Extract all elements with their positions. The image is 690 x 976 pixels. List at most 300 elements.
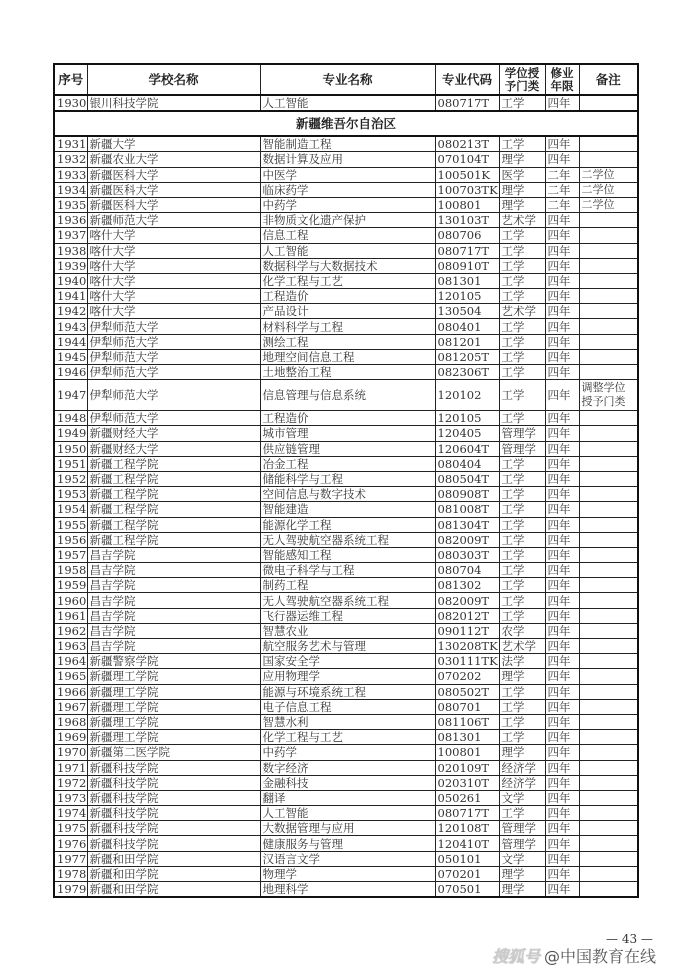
cell-school: 伊犁师范大学 [87, 411, 260, 426]
cell-note [579, 578, 638, 593]
cell-school: 新疆和田学院 [87, 851, 260, 866]
cell-degree: 工学 [499, 563, 545, 578]
cell-note [579, 836, 638, 851]
cell-seq: 1936 [54, 213, 87, 228]
cell-degree: 艺术学 [499, 639, 545, 654]
cell-note [579, 608, 638, 623]
cell-school: 昌吉学院 [87, 593, 260, 608]
cell-note: 二学位 [579, 167, 638, 182]
cell-major: 智慧水利 [260, 714, 435, 729]
cell-degree: 工学 [499, 487, 545, 502]
cell-major: 储能科学与工程 [260, 471, 435, 486]
cell-degree: 工学 [499, 95, 545, 111]
cell-degree: 工学 [499, 471, 545, 486]
table-row [54, 349, 638, 364]
cell-school: 新疆医科大学 [87, 182, 260, 197]
cell-major: 地理科学 [260, 882, 435, 898]
table-row [54, 654, 638, 669]
cell-note: 调整学位授予门类 [579, 380, 638, 411]
cell-note [579, 593, 638, 608]
table-row [54, 365, 638, 380]
cell-degree: 理学 [499, 866, 545, 881]
table-row [54, 517, 638, 532]
cell-seq: 1942 [54, 304, 87, 319]
table-row [54, 593, 638, 608]
cell-degree: 文学 [499, 851, 545, 866]
watermark-brand-logo: 搜狐号 [492, 947, 541, 966]
cell-school: 银川科技学院 [87, 95, 260, 111]
cell-note [579, 213, 638, 228]
cell-school: 昌吉学院 [87, 639, 260, 654]
cell-school: 喀什大学 [87, 289, 260, 304]
cell-years: 四年 [545, 304, 579, 319]
cell-code: 070501 [435, 882, 499, 898]
header-study-years [545, 64, 579, 95]
cell-school: 新疆第二医学院 [87, 745, 260, 760]
header-note: 备注 [579, 64, 638, 95]
cell-years: 四年 [545, 851, 579, 866]
page-number: — 43 — [606, 932, 653, 946]
table-row [54, 851, 638, 866]
cell-school: 新疆理工学院 [87, 669, 260, 684]
cell-note [579, 821, 638, 836]
table-body [54, 95, 638, 897]
cell-note [579, 365, 638, 380]
cell-note [579, 745, 638, 760]
cell-code: 081008T [435, 502, 499, 517]
cell-note [579, 790, 638, 805]
table-row [54, 532, 638, 547]
cell-school: 新疆科技学院 [87, 836, 260, 851]
cell-years: 四年 [545, 563, 579, 578]
cell-code: 120108T [435, 821, 499, 836]
cell-major: 信息工程 [260, 228, 435, 243]
cell-school: 昌吉学院 [87, 578, 260, 593]
table-row [54, 243, 638, 258]
cell-major: 物理学 [260, 866, 435, 881]
watermark-account: @中国教育在线 [544, 947, 657, 966]
cell-seq: 1954 [54, 502, 87, 517]
cell-code: 090112T [435, 623, 499, 638]
cell-major: 电子信息工程 [260, 699, 435, 714]
cell-seq: 1937 [54, 228, 87, 243]
cell-seq: 1932 [54, 152, 87, 167]
cell-code: 120102 [435, 380, 499, 411]
cell-seq: 1950 [54, 441, 87, 456]
cell-school: 新疆工程学院 [87, 532, 260, 547]
header-code: 专业代码 [435, 64, 499, 95]
cell-degree: 管理学 [499, 836, 545, 851]
cell-code: 081301 [435, 730, 499, 745]
cell-years: 四年 [545, 136, 579, 152]
cell-school: 昌吉学院 [87, 608, 260, 623]
header-seq: 序号 [54, 64, 87, 95]
cell-degree: 法学 [499, 654, 545, 669]
table-row [54, 441, 638, 456]
cell-seq: 1939 [54, 258, 87, 273]
cell-years: 四年 [545, 471, 579, 486]
cell-years: 四年 [545, 639, 579, 654]
cell-seq: 1946 [54, 365, 87, 380]
table-row [54, 273, 638, 288]
cell-years: 四年 [545, 258, 579, 273]
cell-seq: 1969 [54, 730, 87, 745]
cell-code: 080504T [435, 471, 499, 486]
cell-years: 四年 [545, 273, 579, 288]
cell-seq: 1955 [54, 517, 87, 532]
cell-seq: 1930 [54, 95, 87, 111]
cell-years: 四年 [545, 790, 579, 805]
cell-years: 四年 [545, 882, 579, 898]
cell-code: 080303T [435, 547, 499, 562]
cell-years: 四年 [545, 228, 579, 243]
cell-seq: 1956 [54, 532, 87, 547]
cell-code: 070201 [435, 866, 499, 881]
header-degree-line1: 学位授 [504, 65, 540, 80]
header-degree-line2: 予门类 [504, 78, 540, 93]
cell-degree: 理学 [499, 182, 545, 197]
cell-major: 大数据管理与应用 [260, 821, 435, 836]
cell-code: 080717T [435, 95, 499, 111]
cell-note [579, 806, 638, 821]
cell-major: 化学工程与工艺 [260, 273, 435, 288]
cell-seq: 1957 [54, 547, 87, 562]
cell-years: 四年 [545, 319, 579, 334]
cell-seq: 1958 [54, 563, 87, 578]
cell-degree: 农学 [499, 623, 545, 638]
cell-school: 新疆大学 [87, 136, 260, 152]
cell-school: 新疆工程学院 [87, 456, 260, 471]
cell-note [579, 136, 638, 152]
cell-code: 080213T [435, 136, 499, 152]
cell-degree: 理学 [499, 882, 545, 898]
cell-note [579, 456, 638, 471]
cell-degree: 工学 [499, 714, 545, 729]
cell-code: 070104T [435, 152, 499, 167]
cell-years: 四年 [545, 669, 579, 684]
cell-degree: 工学 [499, 730, 545, 745]
cell-degree: 工学 [499, 699, 545, 714]
cell-code: 080701 [435, 699, 499, 714]
table-row [54, 258, 638, 273]
cell-major: 国家安全学 [260, 654, 435, 669]
cell-degree: 工学 [499, 334, 545, 349]
cell-code: 081201 [435, 334, 499, 349]
cell-degree: 工学 [499, 228, 545, 243]
cell-note [579, 487, 638, 502]
cell-years: 四年 [545, 411, 579, 426]
table-row [54, 714, 638, 729]
cell-code: 080908T [435, 487, 499, 502]
cell-code: 081304T [435, 517, 499, 532]
table-row [54, 730, 638, 745]
cell-note [579, 775, 638, 790]
cell-note [579, 639, 638, 654]
cell-major: 翻译 [260, 790, 435, 805]
cell-degree: 工学 [499, 349, 545, 364]
cell-school: 喀什大学 [87, 228, 260, 243]
table-row [54, 790, 638, 805]
cell-years: 四年 [545, 334, 579, 349]
cell-major: 无人驾驶航空器系统工程 [260, 532, 435, 547]
cell-years: 四年 [545, 95, 579, 111]
cell-note: 二学位 [579, 197, 638, 212]
cell-school: 伊犁师范大学 [87, 319, 260, 334]
cell-years: 四年 [545, 456, 579, 471]
cell-seq: 1965 [54, 669, 87, 684]
cell-school: 喀什大学 [87, 243, 260, 258]
cell-school: 新疆科技学院 [87, 806, 260, 821]
cell-seq: 1934 [54, 182, 87, 197]
cell-code: 081106T [435, 714, 499, 729]
cell-major: 人工智能 [260, 243, 435, 258]
cell-school: 新疆工程学院 [87, 502, 260, 517]
cell-major: 数据计算及应用 [260, 152, 435, 167]
cell-note [579, 289, 638, 304]
cell-major: 空间信息与数字技术 [260, 487, 435, 502]
cell-major: 飞行器运维工程 [260, 608, 435, 623]
cell-years: 四年 [545, 243, 579, 258]
cell-major: 临床药学 [260, 182, 435, 197]
cell-seq: 1931 [54, 136, 87, 152]
cell-major: 非物质文化遗产保护 [260, 213, 435, 228]
cell-seq: 1974 [54, 806, 87, 821]
cell-school: 伊犁师范大学 [87, 380, 260, 411]
cell-degree: 工学 [499, 411, 545, 426]
cell-school: 新疆理工学院 [87, 714, 260, 729]
cell-school: 新疆医科大学 [87, 197, 260, 212]
cell-degree: 艺术学 [499, 213, 545, 228]
table-row [54, 289, 638, 304]
table-row [54, 882, 638, 898]
cell-code: 050101 [435, 851, 499, 866]
cell-major: 微电子科学与工程 [260, 563, 435, 578]
cell-seq: 1977 [54, 851, 87, 866]
cell-seq: 1951 [54, 456, 87, 471]
cell-code: 020310T [435, 775, 499, 790]
cell-degree: 工学 [499, 243, 545, 258]
cell-code: 080717T [435, 806, 499, 821]
cell-seq: 1943 [54, 319, 87, 334]
cell-major: 城市管理 [260, 426, 435, 441]
cell-school: 喀什大学 [87, 304, 260, 319]
cell-years: 四年 [545, 699, 579, 714]
cell-school: 伊犁师范大学 [87, 365, 260, 380]
cell-note [579, 441, 638, 456]
cell-seq: 1979 [54, 882, 87, 898]
cell-code: 081301 [435, 273, 499, 288]
table-row [54, 319, 638, 334]
cell-note [579, 669, 638, 684]
table-row [54, 213, 638, 228]
cell-seq: 1949 [54, 426, 87, 441]
cell-degree: 工学 [499, 502, 545, 517]
cell-note [579, 851, 638, 866]
cell-seq: 1952 [54, 471, 87, 486]
cell-years: 四年 [545, 654, 579, 669]
cell-major: 无人驾驶航空器系统工程 [260, 593, 435, 608]
cell-major: 产品设计 [260, 304, 435, 319]
table-row [54, 182, 638, 197]
cell-degree: 医学 [499, 167, 545, 182]
header-major: 专业名称 [260, 64, 435, 95]
cell-degree: 工学 [499, 258, 545, 273]
cell-years: 四年 [545, 608, 579, 623]
cell-school: 新疆警察学院 [87, 654, 260, 669]
cell-degree: 经济学 [499, 760, 545, 775]
cell-seq: 1972 [54, 775, 87, 790]
cell-note [579, 623, 638, 638]
cell-years: 四年 [545, 487, 579, 502]
cell-note [579, 319, 638, 334]
cell-note [579, 258, 638, 273]
cell-seq: 1948 [54, 411, 87, 426]
table-row [54, 95, 638, 111]
cell-code: 100801 [435, 745, 499, 760]
cell-school: 新疆和田学院 [87, 866, 260, 881]
cell-major: 地理空间信息工程 [260, 349, 435, 364]
cell-code: 130504 [435, 304, 499, 319]
cell-seq: 1947 [54, 380, 87, 411]
table-row [54, 866, 638, 881]
cell-seq: 1976 [54, 836, 87, 851]
cell-years: 四年 [545, 349, 579, 364]
table-row [54, 745, 638, 760]
cell-seq: 1971 [54, 760, 87, 775]
cell-note [579, 349, 638, 364]
cell-note [579, 882, 638, 898]
cell-major: 材料科学与工程 [260, 319, 435, 334]
cell-code: 120105 [435, 289, 499, 304]
cell-years: 四年 [545, 517, 579, 532]
cell-note [579, 654, 638, 669]
cell-code: 050261 [435, 790, 499, 805]
cell-years: 四年 [545, 213, 579, 228]
cell-seq: 1964 [54, 654, 87, 669]
cell-years: 四年 [545, 441, 579, 456]
table-row [54, 608, 638, 623]
cell-note [579, 152, 638, 167]
cell-years: 四年 [545, 623, 579, 638]
cell-school: 新疆和田学院 [87, 882, 260, 898]
cell-major: 中药学 [260, 745, 435, 760]
cell-seq: 1978 [54, 866, 87, 881]
cell-seq: 1973 [54, 790, 87, 805]
table-row [54, 334, 638, 349]
cell-school: 新疆理工学院 [87, 684, 260, 699]
cell-years: 四年 [545, 547, 579, 562]
table-row [54, 836, 638, 851]
cell-degree: 工学 [499, 456, 545, 471]
cell-seq: 1941 [54, 289, 87, 304]
cell-seq: 1962 [54, 623, 87, 638]
cell-seq: 1933 [54, 167, 87, 182]
cell-code: 120604T [435, 441, 499, 456]
cell-note [579, 273, 638, 288]
cell-major: 智能制造工程 [260, 136, 435, 152]
table-row [54, 197, 638, 212]
cell-note [579, 532, 638, 547]
table-row [54, 639, 638, 654]
cell-major: 数据科学与大数据技术 [260, 258, 435, 273]
table-row [54, 228, 638, 243]
cell-degree: 工学 [499, 273, 545, 288]
cell-degree: 工学 [499, 593, 545, 608]
table-row [54, 699, 638, 714]
cell-major: 工程造价 [260, 289, 435, 304]
cell-school: 新疆科技学院 [87, 821, 260, 836]
cell-major: 数字经济 [260, 760, 435, 775]
cell-major: 能源化学工程 [260, 517, 435, 532]
header-years-line1: 修业 [550, 65, 574, 80]
cell-years: 四年 [545, 289, 579, 304]
cell-years: 四年 [545, 775, 579, 790]
cell-major: 金融科技 [260, 775, 435, 790]
cell-note [579, 760, 638, 775]
cell-years: 四年 [545, 866, 579, 881]
cell-note [579, 699, 638, 714]
section-title: 新疆维吾尔自治区 [54, 111, 638, 136]
cell-years: 四年 [545, 760, 579, 775]
table-row [54, 487, 638, 502]
cell-major: 人工智能 [260, 95, 435, 111]
cell-major: 智能建造 [260, 502, 435, 517]
cell-note [579, 334, 638, 349]
cell-code: 081302 [435, 578, 499, 593]
cell-note [579, 228, 638, 243]
cell-seq: 1953 [54, 487, 87, 502]
cell-note [579, 426, 638, 441]
cell-years: 四年 [545, 578, 579, 593]
cell-years: 四年 [545, 380, 579, 411]
cell-major: 人工智能 [260, 806, 435, 821]
cell-years: 四年 [545, 745, 579, 760]
cell-degree: 工学 [499, 684, 545, 699]
cell-code: 080401 [435, 319, 499, 334]
cell-years: 二年 [545, 182, 579, 197]
table-row [54, 152, 638, 167]
cell-school: 新疆科技学院 [87, 775, 260, 790]
cell-years: 四年 [545, 532, 579, 547]
table-row [54, 806, 638, 821]
cell-major: 中药学 [260, 197, 435, 212]
cell-school: 新疆财经大学 [87, 426, 260, 441]
cell-note [579, 547, 638, 562]
cell-years: 二年 [545, 197, 579, 212]
cell-degree: 经济学 [499, 775, 545, 790]
cell-school: 新疆师范大学 [87, 213, 260, 228]
cell-major: 冶金工程 [260, 456, 435, 471]
table-row [54, 426, 638, 441]
cell-major: 能源与环境系统工程 [260, 684, 435, 699]
cell-note [579, 411, 638, 426]
cell-years: 二年 [545, 167, 579, 182]
header-degree-category [499, 64, 545, 95]
cell-code: 080404 [435, 456, 499, 471]
cell-note [579, 517, 638, 532]
table-row [54, 760, 638, 775]
cell-major: 应用物理学 [260, 669, 435, 684]
cell-school: 新疆农业大学 [87, 152, 260, 167]
header-years-line2: 年限 [550, 78, 574, 93]
cell-years: 四年 [545, 426, 579, 441]
table-row [54, 669, 638, 684]
cell-degree: 工学 [499, 136, 545, 152]
cell-major: 智慧农业 [260, 623, 435, 638]
cell-seq: 1945 [54, 349, 87, 364]
cell-note [579, 866, 638, 881]
table-row [54, 578, 638, 593]
